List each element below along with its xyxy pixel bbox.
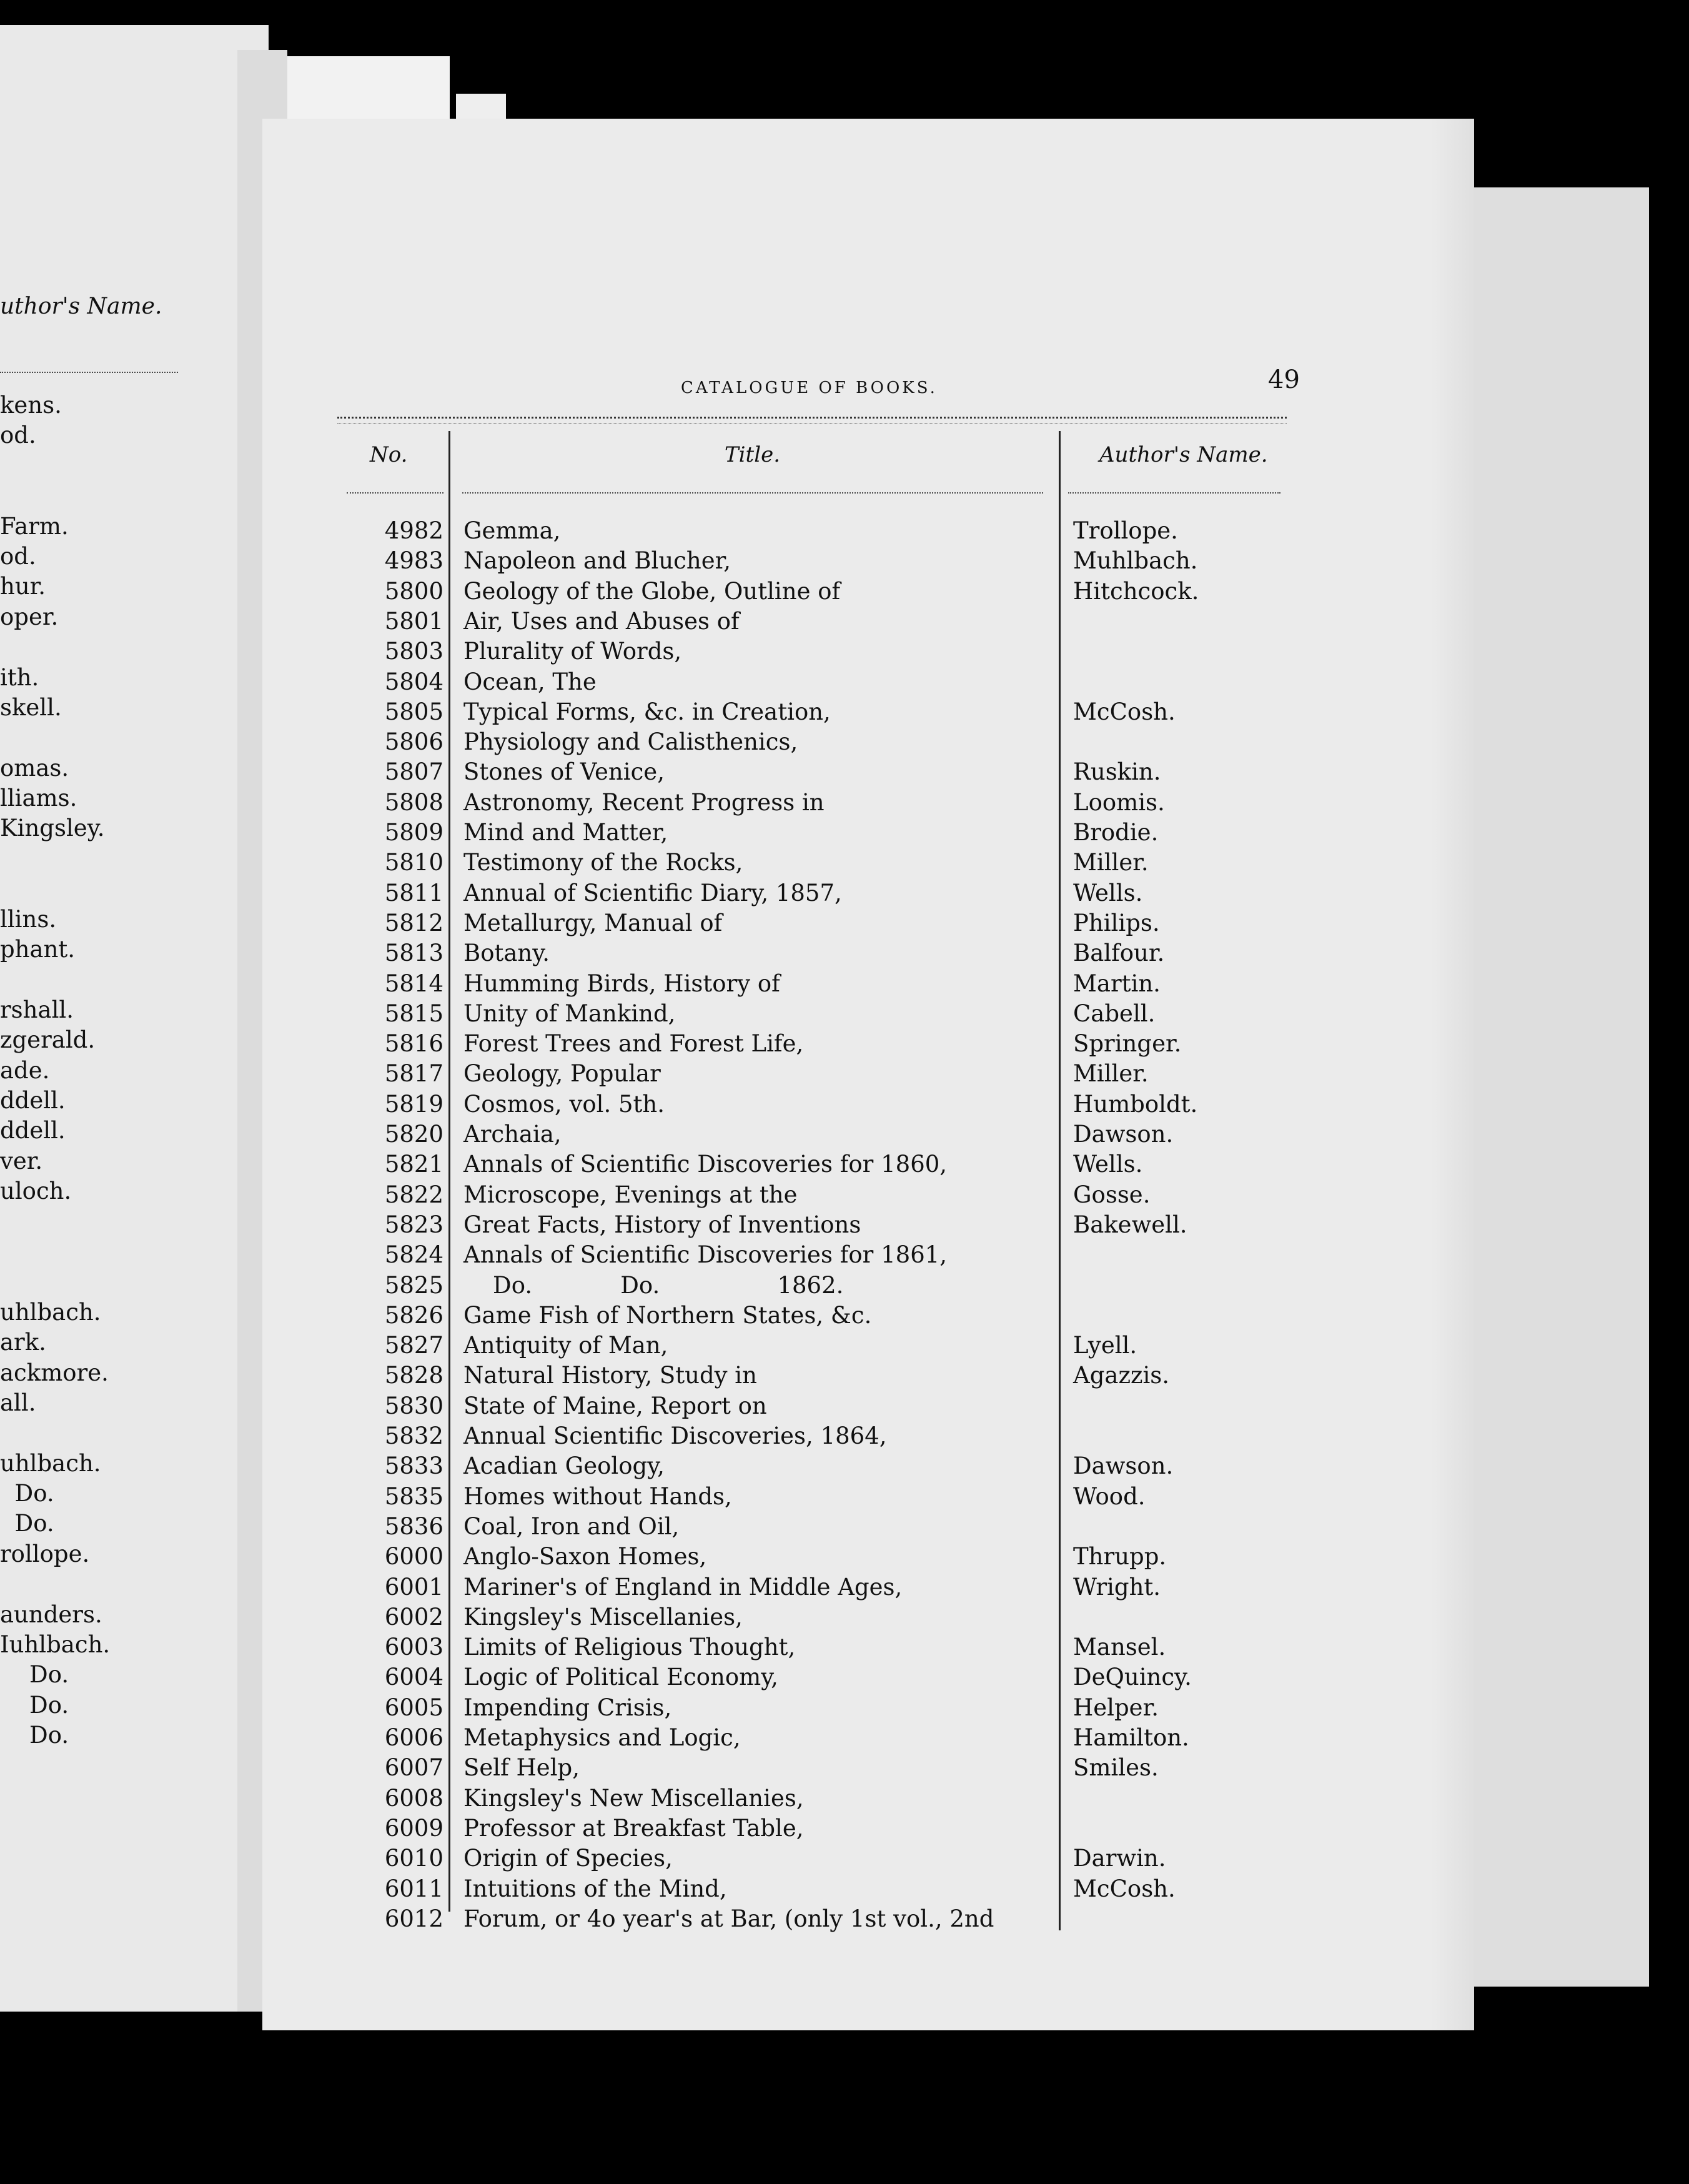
- no-column-rule: [347, 492, 443, 494]
- book-author: DeQuincy.: [1073, 1664, 1192, 1691]
- book-title: Unity of Mankind,: [463, 1000, 676, 1027]
- book-title: Acadian Geology,: [463, 1452, 665, 1480]
- book-title: Ocean, The: [463, 668, 597, 695]
- book-author: Loomis.: [1073, 788, 1165, 816]
- left-author-name: ackmore.: [0, 1359, 109, 1386]
- book-author: Springer.: [1073, 1030, 1182, 1058]
- book-number: 5830: [384, 1392, 443, 1419]
- book-title: Annual of Scientific Diary, 1857,: [463, 879, 842, 906]
- book-author: Wood.: [1073, 1482, 1146, 1510]
- book-author: Brodie.: [1073, 819, 1159, 846]
- book-number: 5821: [384, 1151, 443, 1178]
- book-number: 5800: [384, 577, 443, 605]
- book-author: Mansel.: [1073, 1634, 1166, 1661]
- book-number: 5836: [384, 1512, 443, 1540]
- book-title: Forum, or 4o year's at Bar, (only 1st vol., 2nd: [463, 1905, 994, 1932]
- book-number: 5823: [384, 1211, 443, 1238]
- left-author-name: ver.: [0, 1147, 43, 1174]
- book-author: Miller.: [1073, 849, 1149, 876]
- left-author-name: Iuhlbach.: [0, 1631, 111, 1659]
- author-column-rule: [1068, 492, 1280, 494]
- book-title: State of Maine, Report on: [463, 1392, 767, 1419]
- book-title: Forest Trees and Forest Life,: [463, 1030, 804, 1058]
- book-title: Great Facts, History of Inventions: [463, 1211, 861, 1238]
- book-author: Cabell.: [1073, 1000, 1156, 1027]
- book-title: Game Fish of Northern States, &c.: [463, 1301, 872, 1329]
- book-author: Lyell.: [1073, 1332, 1137, 1359]
- column-divider-right: [1059, 431, 1061, 1930]
- column-header-title: Title.: [725, 442, 781, 467]
- book-author: Miller.: [1073, 1060, 1149, 1088]
- book-title: Logic of Political Economy,: [463, 1664, 778, 1691]
- book-title: Kingsley's Miscellanies,: [463, 1603, 743, 1631]
- book-title: Homes without Hands,: [463, 1482, 732, 1510]
- left-author-name: lliams.: [0, 785, 77, 812]
- book-title: Air, Uses and Abuses of: [463, 607, 740, 635]
- book-number: 5814: [384, 970, 443, 997]
- left-author-name: [0, 723, 110, 753]
- book-title: Geology of the Globe, Outline of: [463, 577, 841, 605]
- book-author: Thrupp.: [1073, 1543, 1167, 1571]
- book-number: 6000: [384, 1543, 443, 1571]
- left-author-name: Do.: [0, 1691, 69, 1719]
- book-title: Botany.: [463, 940, 550, 967]
- left-author-name: ade.: [0, 1056, 50, 1084]
- left-author-name: kens.: [0, 392, 62, 419]
- left-author-list: [0, 390, 110, 1751]
- left-author-name: aunders.: [0, 1601, 102, 1628]
- column-header-no: No.: [370, 442, 408, 467]
- book-author: Dawson.: [1073, 1121, 1174, 1148]
- book-number: 5833: [384, 1452, 443, 1480]
- book-author: Agazzis.: [1073, 1362, 1170, 1389]
- left-author-name: ddell.: [0, 1086, 66, 1114]
- left-author-name: rshall.: [0, 996, 74, 1023]
- book-author: McCosh.: [1073, 1875, 1176, 1902]
- book-number: 6012: [384, 1905, 443, 1932]
- book-title: Cosmos, vol. 5th.: [463, 1090, 665, 1118]
- book-title: Gemma,: [463, 517, 561, 544]
- book-author: Balfour.: [1073, 940, 1165, 967]
- left-author-name: Do.: [0, 1661, 69, 1689]
- left-author-name: Do.: [0, 1510, 54, 1537]
- book-number: 5820: [384, 1121, 443, 1148]
- book-number: 5816: [384, 1030, 443, 1058]
- left-author-name: ith.: [0, 663, 39, 691]
- left-header-rule: [0, 372, 178, 373]
- book-number: 5812: [384, 909, 443, 936]
- book-number: 6011: [384, 1875, 443, 1902]
- book-number: 5810: [384, 849, 443, 876]
- book-title: Antiquity of Man,: [463, 1332, 668, 1359]
- left-author-name: [0, 1418, 110, 1448]
- left-author-name: Do.: [0, 1480, 54, 1507]
- header-rule-secondary: [337, 423, 1287, 424]
- book-title: Humming Birds, History of: [463, 970, 780, 997]
- book-title: Annals of Scientific Discoveries for 1860,: [463, 1151, 948, 1178]
- book-author: Humboldt.: [1073, 1090, 1198, 1118]
- book-number: 5835: [384, 1482, 443, 1510]
- left-author-name: zgerald.: [0, 1026, 96, 1054]
- left-author-name: [0, 1207, 110, 1237]
- left-author-name: oper.: [0, 603, 59, 630]
- book-number: 5804: [384, 668, 443, 695]
- page-number: 49: [1268, 365, 1300, 394]
- header-rule: [337, 417, 1287, 419]
- book-title: Astronomy, Recent Progress in: [463, 788, 825, 816]
- left-author-name: llins.: [0, 905, 57, 933]
- book-title: Microscope, Evenings at the: [463, 1181, 798, 1208]
- book-title: Annual Scientific Discoveries, 1864,: [463, 1422, 887, 1449]
- left-author-name: [0, 1569, 110, 1599]
- book-title: Mariner's of England in Middle Ages,: [463, 1573, 903, 1601]
- book-title: Limits of Religious Thought,: [463, 1634, 796, 1661]
- book-author: Hamilton.: [1073, 1724, 1189, 1751]
- book-number: 6002: [384, 1603, 443, 1631]
- book-title: Archaia,: [463, 1121, 562, 1148]
- book-number: 5815: [384, 1000, 443, 1027]
- book-title: Anglo-Saxon Homes,: [463, 1543, 707, 1571]
- book-number: 5813: [384, 940, 443, 967]
- book-author: Smiles.: [1073, 1754, 1159, 1782]
- book-title: Impending Crisis,: [463, 1694, 672, 1721]
- left-author-name: [0, 844, 110, 874]
- book-number: 5809: [384, 819, 443, 846]
- book-number: 6007: [384, 1754, 443, 1782]
- book-title: Kingsley's New Miscellanies,: [463, 1784, 804, 1812]
- book-title: Self Help,: [463, 1754, 580, 1782]
- book-author: Dawson.: [1073, 1452, 1174, 1480]
- book-author: Helper.: [1073, 1694, 1159, 1721]
- book-number: 6006: [384, 1724, 443, 1751]
- left-author-name: omas.: [0, 754, 69, 782]
- left-author-name: all.: [0, 1389, 36, 1416]
- book-title: Geology, Popular: [463, 1060, 661, 1088]
- left-author-name: [0, 632, 110, 662]
- left-author-name: Kingsley.: [0, 815, 105, 842]
- left-author-name: od.: [0, 542, 36, 570]
- book-number: 5803: [384, 638, 443, 665]
- book-number: 6003: [384, 1634, 443, 1661]
- book-title: Professor at Breakfast Table,: [463, 1814, 804, 1842]
- book-author: Gosse.: [1073, 1181, 1151, 1208]
- book-number: 5825: [384, 1271, 443, 1299]
- book-author: Wright.: [1073, 1573, 1161, 1601]
- left-author-name: rollope.: [0, 1540, 90, 1567]
- book-number: 6010: [384, 1845, 443, 1872]
- book-number: 5824: [384, 1241, 443, 1269]
- book-number: 5832: [384, 1422, 443, 1449]
- left-author-name: [0, 965, 110, 995]
- book-author: Hitchcock.: [1073, 577, 1199, 605]
- book-number: 4982: [384, 517, 443, 544]
- book-number: 5822: [384, 1181, 443, 1208]
- book-number: 5827: [384, 1332, 443, 1359]
- book-author: Bakewell.: [1073, 1211, 1187, 1238]
- catalogue-page: [262, 119, 1474, 2030]
- left-author-name: [0, 451, 110, 481]
- book-number: 5807: [384, 758, 443, 786]
- book-number: 5817: [384, 1060, 443, 1088]
- book-author: McCosh.: [1073, 698, 1176, 725]
- book-author: Ruskin.: [1073, 758, 1161, 786]
- paper-tab: [287, 56, 450, 125]
- left-author-name: hur.: [0, 573, 46, 600]
- left-author-name: [0, 874, 110, 904]
- book-title: Annals of Scientific Discoveries for 1861,: [463, 1241, 948, 1269]
- book-title: Natural History, Study in: [463, 1362, 757, 1389]
- book-number: 6004: [384, 1664, 443, 1691]
- column-header-author: Author's Name.: [1099, 442, 1268, 467]
- left-author-name: ark.: [0, 1329, 46, 1356]
- book-number: 4983: [384, 547, 443, 575]
- book-author: Martin.: [1073, 970, 1161, 997]
- book-title: Coal, Iron and Oil,: [463, 1512, 680, 1540]
- book-title: Plurality of Words,: [463, 638, 682, 665]
- book-title: Physiology and Calisthenics,: [463, 728, 798, 756]
- left-author-name: [0, 481, 110, 511]
- book-number: 5808: [384, 788, 443, 816]
- left-author-name: phant.: [0, 936, 76, 963]
- left-author-name: Farm.: [0, 512, 69, 540]
- page-title: CATALOGUE OF BOOKS.: [681, 379, 938, 397]
- left-author-name: ddell.: [0, 1117, 66, 1144]
- left-author-name: uhlbach.: [0, 1298, 101, 1326]
- left-author-name: [0, 1267, 110, 1297]
- book-number: 5826: [384, 1301, 443, 1329]
- book-title: Typical Forms, &c. in Creation,: [463, 698, 831, 725]
- book-author: Trollope.: [1073, 517, 1178, 544]
- book-number: 6009: [384, 1814, 443, 1842]
- book-title: Intuitions of the Mind,: [463, 1875, 727, 1902]
- book-title: Napoleon and Blucher,: [463, 547, 731, 575]
- left-author-name: uhlbach.: [0, 1449, 101, 1477]
- book-author: Philips.: [1073, 909, 1160, 936]
- title-column-rule: [462, 492, 1043, 494]
- book-title: Do. Do. 1862.: [463, 1271, 844, 1299]
- book-number: 6008: [384, 1784, 443, 1812]
- book-number: 5801: [384, 607, 443, 635]
- book-author: Muhlbach.: [1073, 547, 1198, 575]
- book-author: Wells.: [1073, 879, 1143, 906]
- book-title: Metaphysics and Logic,: [463, 1724, 741, 1751]
- book-number: 6005: [384, 1694, 443, 1721]
- book-number: 5811: [384, 879, 443, 906]
- column-divider-left: [448, 431, 450, 1912]
- book-author: Wells.: [1073, 1151, 1143, 1178]
- left-author-name: od.: [0, 422, 36, 449]
- book-number: 5819: [384, 1090, 443, 1118]
- book-title: Testimony of the Rocks,: [463, 849, 743, 876]
- book-title: Mind and Matter,: [463, 819, 668, 846]
- book-title: Metallurgy, Manual of: [463, 909, 723, 936]
- book-number: 5828: [384, 1362, 443, 1389]
- book-number: 5805: [384, 698, 443, 725]
- book-title: Stones of Venice,: [463, 758, 665, 786]
- left-author-name: [0, 1237, 110, 1267]
- book-title: Origin of Species,: [463, 1845, 673, 1872]
- left-author-name: skell.: [0, 693, 62, 721]
- left-author-name: Do.: [0, 1722, 69, 1749]
- book-number: 5806: [384, 728, 443, 756]
- book-author: Darwin.: [1073, 1845, 1166, 1872]
- left-author-name: uloch.: [0, 1178, 72, 1205]
- left-author-header: uthor's Name.: [0, 294, 162, 319]
- book-number: 6001: [384, 1573, 443, 1601]
